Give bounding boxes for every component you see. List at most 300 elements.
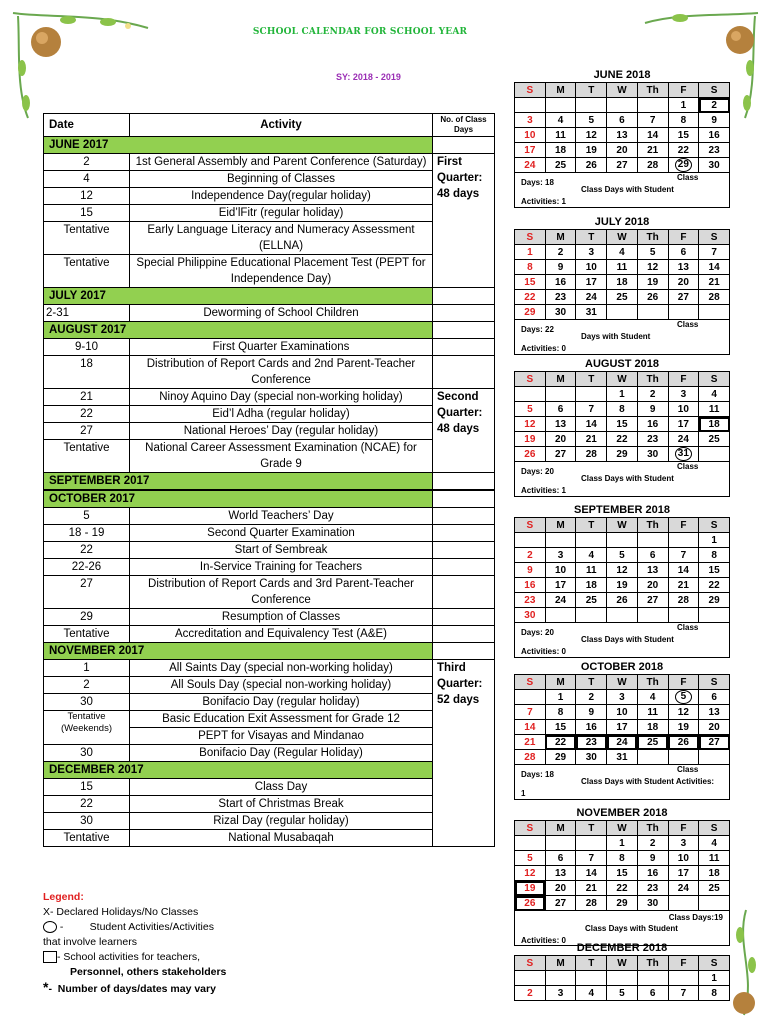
date-cell: 18 - 19 (44, 525, 130, 542)
calendar-day: 2 (515, 548, 546, 563)
activity-cell: Bonifacio Day (Regular Holiday) (130, 745, 433, 762)
quarter-empty-cell (433, 137, 495, 154)
calendar-summary (514, 320, 730, 355)
weekday-header: S (699, 821, 730, 836)
month-header-row (44, 643, 495, 660)
activity-cell: Rizal Day (regular holiday) (130, 813, 433, 830)
calendar-day: 11 (607, 260, 638, 275)
calendar-day: 28 (637, 158, 668, 173)
activities-count: Activities: 0 (521, 344, 566, 353)
calendar-day (545, 387, 576, 402)
class-label: Class (677, 623, 699, 632)
calendar-day: 20 (699, 720, 730, 735)
quarter-empty-cell (433, 643, 495, 660)
activity-cell: Beginning of Classes (130, 171, 433, 188)
calendar-day: 2 (515, 986, 546, 1001)
school-year: SY: 2018 - 2019 (336, 72, 401, 82)
calendar-day: 25 (699, 432, 730, 447)
calendar-day: 19 (515, 881, 546, 896)
date-cell: 12 (44, 188, 130, 205)
legend-square-text2: Personnel, others stakeholders (70, 966, 227, 978)
calendar-day: 20 (637, 578, 668, 593)
weekday-header: S (515, 675, 546, 690)
student-days-label: Class Days with Student (581, 474, 674, 483)
calendar-day: 11 (545, 128, 576, 143)
weekday-header: F (668, 956, 699, 971)
calendar-day: 26 (576, 158, 607, 173)
calendar-day (699, 896, 730, 911)
calendar-day: 6 (699, 690, 730, 705)
activity-cell: Ninoy Aquino Day (special non-working holiday) (130, 389, 433, 406)
calendar-day: 22 (545, 735, 576, 750)
weekday-header: S (515, 83, 546, 98)
calendar-day: 29 (607, 896, 638, 911)
activity-row (44, 339, 495, 356)
calendar-day: 1 (515, 245, 546, 260)
calendar-day: 7 (637, 113, 668, 128)
calendar-day: 28 (668, 593, 699, 608)
calendar-day: 7 (668, 548, 699, 563)
calendar-day: 27 (545, 896, 576, 911)
class-days-count: Days: 20 (521, 628, 554, 637)
weekday-header: F (668, 372, 699, 387)
calendar-day (607, 305, 638, 320)
quarter-empty-cell (433, 542, 495, 559)
legend-x: X- Declared Holidays/No Classes (43, 906, 199, 918)
activity-cell: First Quarter Examinations (130, 339, 433, 356)
legend-square-text: School activities for teachers, (63, 951, 200, 963)
calendar-day: 4 (699, 387, 730, 402)
activity-cell: Distribution of Report Cards and 3rd Parent-Teacher Conference (130, 576, 433, 609)
calendar-day: 4 (699, 836, 730, 851)
calendar-day: 6 (545, 851, 576, 866)
date-cell: 5 (44, 508, 130, 525)
calendar-day: 16 (637, 866, 668, 881)
calendar-day: 30 (545, 305, 576, 320)
calendar-day: 7 (668, 986, 699, 1001)
weekday-header: M (545, 821, 576, 836)
activity-row (44, 609, 495, 626)
quarter-empty-cell (433, 305, 495, 322)
weekday-header: M (545, 372, 576, 387)
calendar-day: 17 (576, 275, 607, 290)
date-cell: 22 (44, 406, 130, 423)
legend-circle-text: Student Activities/Activities (89, 921, 214, 933)
calendar-day: 29 (545, 750, 576, 765)
calendar-title: NOVEMBER 2018 (576, 807, 668, 819)
class-label: Class (677, 320, 699, 329)
calendar-day: 21 (576, 881, 607, 896)
calendar-day: 23 (699, 143, 730, 158)
calendar-grid (514, 674, 730, 765)
circle-icon (43, 921, 57, 933)
class-days-count: Days: 22 (521, 325, 554, 334)
calendar-day: 19 (576, 143, 607, 158)
activity-row (44, 525, 495, 542)
calendar-day: 21 (699, 275, 730, 290)
star-icon: * (43, 979, 49, 995)
student-days-label: Days with Student (581, 332, 651, 341)
calendar-day: 30 (637, 896, 668, 911)
activity-cell: World Teachers’ Day (130, 508, 433, 525)
calendar-day: 24 (607, 735, 638, 750)
calendar-day: 12 (515, 417, 546, 432)
quarter-days-cell: Third Quarter: 52 days (433, 660, 495, 847)
activity-cell: In-Service Training for Teachers (130, 559, 433, 576)
calendar-day (637, 305, 668, 320)
calendar-day (699, 608, 730, 623)
calendar-day: 19 (668, 720, 699, 735)
activity-row (44, 305, 495, 322)
month-label: SEPTEMBER 2017 (44, 473, 433, 490)
quarter-days-cell: First Quarter: 48 days (433, 154, 495, 288)
calendar-day: 30 (576, 750, 607, 765)
quarter-empty-cell (433, 356, 495, 389)
calendar-day: 22 (668, 143, 699, 158)
calendar-day: 5 (576, 113, 607, 128)
calendar-day: 16 (545, 275, 576, 290)
calendar-day: 28 (576, 447, 607, 462)
weekday-header: S (699, 518, 730, 533)
date-cell: 29 (44, 609, 130, 626)
activity-cell: National Career Assessment Examination (NCAE) for Grade 9 (130, 440, 433, 473)
calendar-day: 17 (668, 417, 699, 432)
quarter-empty-cell (433, 559, 495, 576)
calendar-day: 27 (637, 593, 668, 608)
calendar-title: AUGUST 2018 (585, 358, 659, 370)
activities-count: Activities: 0 (521, 936, 566, 945)
calendar-day: 7 (699, 245, 730, 260)
activities-table (43, 113, 495, 847)
weekday-header: F (668, 230, 699, 245)
activity-cell: Second Quarter Examination (130, 525, 433, 542)
weekday-header: Th (637, 675, 668, 690)
calendar-day: 27 (607, 158, 638, 173)
legend-circle-row: - Student Activities/Activities (43, 920, 226, 935)
date-cell: Tentative (Weekends) (44, 711, 130, 745)
calendar-day: 24 (545, 593, 576, 608)
calendar-day: 10 (607, 705, 638, 720)
weekday-header: S (515, 821, 546, 836)
calendar-day: 3 (515, 113, 546, 128)
date-cell: Tentative (44, 830, 130, 847)
calendar-day: 25 (699, 881, 730, 896)
activity-row (44, 389, 495, 406)
calendar-day: 2 (699, 98, 730, 113)
calendar-day: 26 (607, 593, 638, 608)
calendar-day: 17 (515, 143, 546, 158)
calendar-summary (514, 765, 730, 800)
calendar-grid (514, 229, 730, 320)
calendar-day: 6 (668, 245, 699, 260)
activity-cell: Start of Sembreak (130, 542, 433, 559)
month-header-row (44, 473, 495, 490)
calendar-day (515, 690, 546, 705)
calendar-day: 9 (699, 113, 730, 128)
calendar-day: 2 (545, 245, 576, 260)
date-cell: 30 (44, 813, 130, 830)
calendar-day (515, 98, 546, 113)
calendar-day: 8 (607, 851, 638, 866)
calendar-day: 26 (637, 290, 668, 305)
calendar-day: 18 (699, 866, 730, 881)
calendar-day: 3 (668, 387, 699, 402)
activity-cell: Special Philippine Educational Placement Test (PEPT for Independence Day) (130, 255, 433, 288)
activity-row (44, 779, 495, 796)
activity-cell: All Souls Day (special non-working holiday) (130, 677, 433, 694)
activity-row (44, 440, 495, 473)
calendar-day: 18 (607, 275, 638, 290)
calendar-day: 11 (699, 402, 730, 417)
activity-row (44, 406, 495, 423)
calendar-day: 12 (576, 128, 607, 143)
calendar-day: 19 (515, 432, 546, 447)
date-cell: 4 (44, 171, 130, 188)
weekday-header: Th (637, 230, 668, 245)
quarter-empty-cell (433, 491, 495, 508)
weekday-header: S (515, 372, 546, 387)
calendar-day: 21 (637, 143, 668, 158)
calendar-day: 24 (668, 432, 699, 447)
calendar-day (668, 158, 699, 173)
calendar-day: 2 (576, 690, 607, 705)
calendar-title: JUNE 2018 (593, 69, 651, 81)
calendar-day: 1 (607, 836, 638, 851)
calendar-day (699, 447, 730, 462)
calendar-day: 19 (637, 275, 668, 290)
calendar-day: 8 (607, 402, 638, 417)
calendar-day: 3 (576, 245, 607, 260)
calendar-day: 7 (576, 402, 607, 417)
activity-cell: PEPT for Visayas and Mindanao (130, 728, 433, 745)
month-header-row (44, 762, 495, 779)
activity-row (44, 356, 495, 389)
weekday-header: Th (637, 372, 668, 387)
calendar-day: 29 (607, 447, 638, 462)
calendar-day: 28 (699, 290, 730, 305)
calendar-day: 15 (607, 417, 638, 432)
activities-count: Activities: 1 (521, 197, 566, 206)
calendar-day: 4 (576, 548, 607, 563)
weekday-header: W (607, 372, 638, 387)
activity-row (44, 154, 495, 171)
calendar-day: 6 (545, 402, 576, 417)
calendar-day: 20 (607, 143, 638, 158)
activity-row (44, 188, 495, 205)
calendar-grid (514, 82, 730, 173)
calendar-day: 22 (607, 881, 638, 896)
weekday-header: W (607, 230, 638, 245)
calendar-day: 16 (699, 128, 730, 143)
calendar-day: 3 (668, 836, 699, 851)
activity-cell: All Saints Day (special non-working holiday) (130, 660, 433, 677)
activity-row (44, 423, 495, 440)
legend (43, 890, 226, 995)
calendar-day: 18 (699, 417, 730, 432)
quarter-empty-cell (433, 525, 495, 542)
legend-star-row: *- Number of days/dates may vary (43, 979, 216, 995)
date-cell: 27 (44, 423, 130, 440)
calendar-day (699, 305, 730, 320)
activity-cell: Class Day (130, 779, 433, 796)
quarter-empty-cell (433, 322, 495, 339)
calendar-day: 4 (576, 986, 607, 1001)
floral-corner-bottom-right (726, 905, 766, 1020)
calendar-day: 12 (607, 563, 638, 578)
calendar-day (545, 608, 576, 623)
activity-cell: Resumption of Classes (130, 609, 433, 626)
calendar-title: JULY 2018 (594, 216, 650, 228)
col-date-header: Date (44, 114, 130, 137)
calendar-day: 31 (607, 750, 638, 765)
calendar-day (637, 971, 668, 986)
activity-cell: Start of Christmas Break (130, 796, 433, 813)
calendar-day (515, 533, 546, 548)
activity-row (44, 626, 495, 643)
calendar-day (515, 971, 546, 986)
calendar-day: 9 (576, 705, 607, 720)
calendar-day (576, 98, 607, 113)
weekday-header: W (607, 83, 638, 98)
calendar-month (514, 215, 730, 355)
student-days-label: Class Days with Student (581, 635, 674, 644)
calendar-day: 3 (545, 548, 576, 563)
activity-cell: Early Language Literacy and Numeracy Assessment (ELLNA) (130, 222, 433, 255)
calendar-month (514, 357, 730, 497)
activity-row (44, 677, 495, 694)
calendar-day: 21 (515, 735, 546, 750)
calendar-day: 1 (607, 387, 638, 402)
calendar-day (545, 533, 576, 548)
calendar-month (514, 941, 730, 1001)
weekday-header: S (699, 372, 730, 387)
calendar-summary (514, 462, 730, 497)
student-days-label: Class Days with Student Activities: (581, 777, 715, 786)
weekday-header: M (545, 230, 576, 245)
date-cell: 30 (44, 745, 130, 762)
calendar-day (607, 98, 638, 113)
calendar-day: 5 (515, 851, 546, 866)
calendar-month (514, 660, 730, 800)
calendar-grid (514, 517, 730, 623)
legend-square-row: - School activities for teachers, (43, 950, 226, 965)
activities-count: 1 (521, 789, 526, 798)
weekday-header: M (545, 956, 576, 971)
calendar-day: 9 (545, 260, 576, 275)
calendar-day (545, 836, 576, 851)
calendar-summary (514, 623, 730, 658)
weekday-header: M (545, 518, 576, 533)
weekday-header: T (576, 821, 607, 836)
calendar-day: 21 (576, 432, 607, 447)
calendar-day: 13 (699, 705, 730, 720)
calendar-day: 6 (607, 113, 638, 128)
activity-row (44, 222, 495, 255)
quarter-empty-cell (433, 609, 495, 626)
calendar-day (515, 836, 546, 851)
calendar-title: DECEMBER 2018 (576, 942, 668, 954)
calendar-day: 15 (607, 866, 638, 881)
date-cell: 22 (44, 796, 130, 813)
weekday-header: S (515, 956, 546, 971)
activity-row (44, 830, 495, 847)
month-header-row (44, 322, 495, 339)
class-label: Class (677, 765, 699, 774)
calendar-day: 28 (576, 896, 607, 911)
calendar-day: 10 (576, 260, 607, 275)
calendar-day: 22 (607, 432, 638, 447)
calendar-day: 12 (668, 705, 699, 720)
class-days-count: Days: 18 (521, 178, 554, 187)
calendar-day (576, 836, 607, 851)
month-label: JULY 2017 (44, 288, 433, 305)
activity-cell: Eid’lFitr (regular holiday) (130, 205, 433, 222)
weekday-header: S (515, 230, 546, 245)
quarter-empty-cell (433, 339, 495, 356)
date-cell: 9-10 (44, 339, 130, 356)
activity-row (44, 205, 495, 222)
calendar-day: 23 (515, 593, 546, 608)
activity-row (44, 711, 495, 728)
activity-row (44, 660, 495, 677)
calendar-month (514, 68, 730, 208)
calendar-day: 8 (668, 113, 699, 128)
calendar-day (668, 750, 699, 765)
class-label: Class (677, 173, 699, 182)
calendar-day: 31 (576, 305, 607, 320)
weekday-header: W (607, 821, 638, 836)
calendar-day: 16 (515, 578, 546, 593)
weekday-header: W (607, 956, 638, 971)
activity-cell: National Musabaqah (130, 830, 433, 847)
date-cell: 2 (44, 154, 130, 171)
weekday-header: T (576, 675, 607, 690)
page-title: SCHOOL CALENDAR FOR SCHOOL YEAR (252, 27, 468, 37)
calendar-day: 10 (668, 851, 699, 866)
calendar-day: 25 (545, 158, 576, 173)
calendar-grid (514, 955, 730, 1001)
calendar-day: 1 (699, 971, 730, 986)
calendar-day: 27 (545, 447, 576, 462)
class-days-count: Class Days:19 (668, 913, 723, 922)
calendar-day: 2 (637, 836, 668, 851)
calendar-day: 27 (668, 290, 699, 305)
square-icon (43, 951, 57, 963)
calendar-day: 23 (545, 290, 576, 305)
calendar-day: 25 (637, 735, 668, 750)
calendar-day: 11 (699, 851, 730, 866)
calendar-day: 1 (545, 690, 576, 705)
calendar-day: 3 (545, 986, 576, 1001)
calendar-day: 17 (668, 866, 699, 881)
calendar-day: 16 (576, 720, 607, 735)
month-label: NOVEMBER 2017 (44, 643, 433, 660)
weekday-header: Th (637, 956, 668, 971)
quarter-days-cell: Second Quarter: 48 days (433, 389, 495, 473)
calendar-day: 10 (668, 402, 699, 417)
calendar-day: 15 (699, 563, 730, 578)
weekday-header: F (668, 83, 699, 98)
calendar-day: 25 (576, 593, 607, 608)
date-cell: Tentative (44, 255, 130, 288)
weekday-header: S (699, 230, 730, 245)
activity-cell: Eid’l Adha (regular holiday) (130, 406, 433, 423)
calendar-day (576, 608, 607, 623)
weekday-header: Th (637, 518, 668, 533)
calendar-day (637, 98, 668, 113)
quarter-empty-cell (433, 473, 495, 490)
calendar-day: 17 (545, 578, 576, 593)
